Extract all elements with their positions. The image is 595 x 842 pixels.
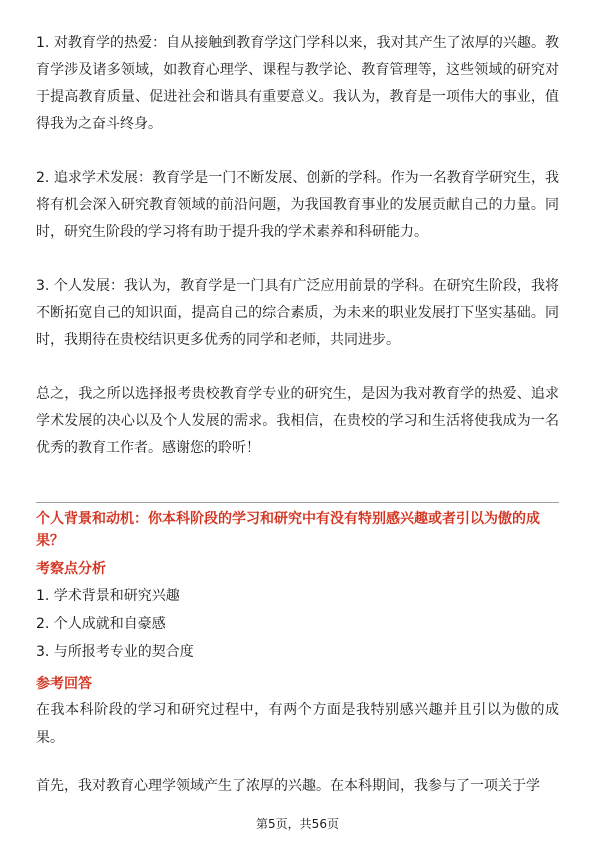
section-divider bbox=[36, 502, 559, 503]
question-block bbox=[36, 508, 559, 800]
answer-paragraph: 首先，我对教育心理学领域产生了浓厚的兴趣。在本科期间，我参与了一项关于学 bbox=[36, 778, 540, 794]
question-title: 个人背景和动机：你本科阶段的学习和研究中有没有特别感兴趣或者引以为傲的成果？ bbox=[36, 511, 540, 549]
analysis-heading: 考察点分析 bbox=[36, 561, 106, 577]
paragraph-academic-development: 2. 追求学术发展：教育学是一门不断发展、创新的学科。作为一名教育学研究生，我将有机会深入研究教育领域的前沿问题，为我国教育事业的发展贡献自己的力量。同时，研究生阶段的学习将有助于提升我的学术素养和科研能力。 bbox=[36, 170, 559, 240]
answer-paragraph: 在我本科阶段的学习和研究过程中，有两个方面是我特别感兴趣并且引以为傲的成果。 bbox=[36, 702, 559, 746]
analysis-point: 3. 与所报考专业的契合度 bbox=[36, 644, 194, 660]
essay-body bbox=[36, 30, 559, 462]
analysis-point: 1. 学术背景和研究兴趣 bbox=[36, 588, 180, 604]
page-number: 第5页，共56页 bbox=[256, 817, 339, 831]
answer-heading: 参考回答 bbox=[36, 676, 92, 692]
paragraph-conclusion: 总之，我之所以选择报考贵校教育学专业的研究生，是因为我对教育学的热爱、追求学术发展的决心以及个人发展的需求。我相信，在贵校的学习和生活将使我成为一名优秀的教育工作者。感谢您的聆听！ bbox=[36, 386, 559, 456]
analysis-point: 2. 个人成就和自豪感 bbox=[36, 616, 166, 632]
paragraph-love-of-education: 1. 对教育学的热爱：自从接触到教育学这门学科以来，我对其产生了浓厚的兴趣。教育学涉及诸多领域，如教育心理学、课程与教学论、教育管理等，这些领域的研究对于提高教育质量、促进社会和谐具有重要意义。我认为，教育是一项伟大的事业，值得我为之奋斗终身。 bbox=[36, 35, 559, 132]
paragraph-personal-development: 3. 个人发展：我认为，教育学是一门具有广泛应用前景的学科。在研究生阶段，我将不断拓宽自己的知识面，提高自己的综合素质，为未来的职业发展打下坚实基础。同时，我期待在贵校结识更多优秀的同学和老师，共同进步。 bbox=[36, 278, 559, 348]
analysis-points bbox=[36, 582, 559, 666]
